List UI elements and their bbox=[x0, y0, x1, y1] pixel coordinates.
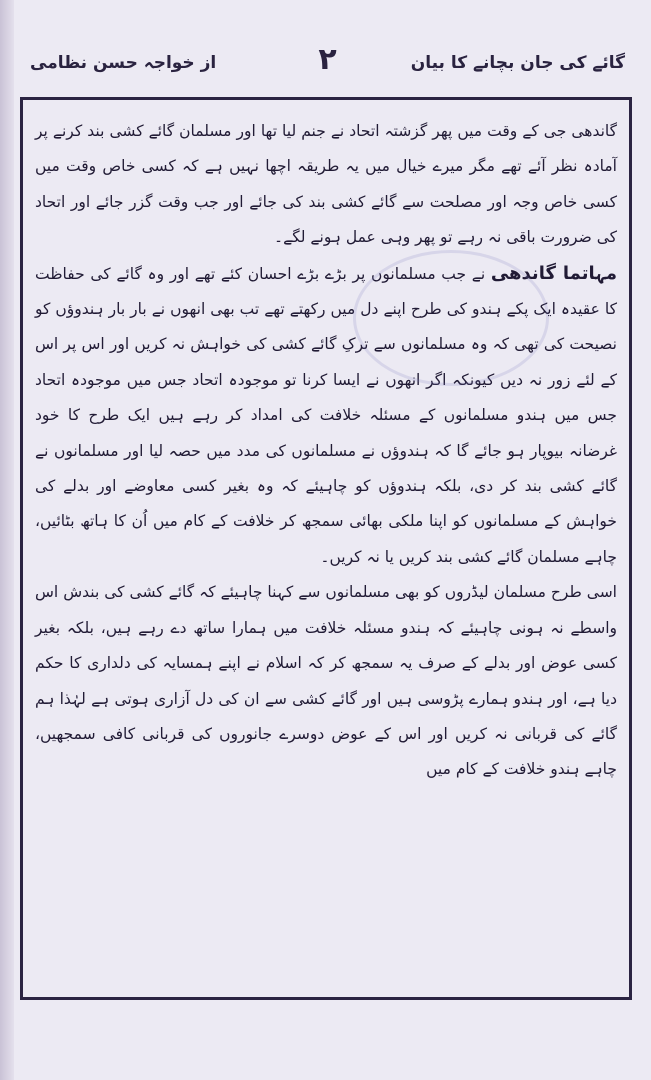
paragraph-2-body: اور وہ گائے کی حفاظت کا عقیدہ ایک پکے ہندو کی طرح اپنے دل میں رکھتے تھے تب بھی انھوں نے بار بار ہندوؤں کو نصیحت کی تھی کہ وہ مسلمانوں سے ترکِ گائے کشی کی خواہش نہ کریں اور اس پر اس کے لئے زور نہ دیں کیونکہ اگر انھوں نے ایسا کرنا تو موجودہ اتحاد جس میں موجودہ اتحاد جس میں ہندو مسلمانوں کے مسئلہ خلافت کی امداد کر رہے ہیں ایک طرح کا خود غرضانہ بیوپار ہو جائے گا کہ ہندوؤں نے مسلمانوں کی مدد میں حصہ لیا اور مسلمانوں نے گائے کشی بند کر دی، بلکہ ہندوؤں کو چاہیئے کہ وہ بغیر کسی معاوضے اور بدلے کی خواہش کے مسلمانوں کو اپنا ملکی بھائی سمجھ کر خلافت کے کام میں اُن کا ہاتھ بٹائیں، چاہے مسلمان گائے کشی بند کریں یا نہ کریں۔ bbox=[35, 264, 617, 566]
page-header bbox=[30, 42, 625, 82]
body-text bbox=[35, 114, 617, 788]
paragraph-3: اسی طرح مسلمان لیڈروں کو بھی مسلمانوں سے کہنا چاہیئے کہ گائے کشی کی بندش اس واسطے نہ ہونی چاہیئے کہ ہندو مسئلہ خلافت میں ہمارا ساتھ دے رہے ہیں، بلکہ بغیر کسی عوض اور بدلے کے صرف یہ سمجھ کر کہ اسلام نے اپنے ہمسایہ کی دلداری کا حکم دیا ہے، اور ہندو ہمارے پڑوسی ہیں اور گائے کشی سے ان کی دل آزاری ہوتی ہے لہٰذا ہم گائے کی قربانی نہ کریں اور اس کے عوض دوسرے جانوروں کی قربانی کافی سمجھیں، چاہے ہندو خلافت کے کام میں bbox=[35, 583, 617, 779]
paragraph-2 bbox=[35, 256, 617, 576]
author-name: از خواجہ حسن نظامی bbox=[30, 53, 217, 73]
page-edge bbox=[0, 0, 14, 1080]
paragraph-1: گاندھی جی کے وقت میں پھر گزشتہ اتحاد نے جنم لیا تھا اور مسلمان گائے کشی بند کرنے پر آمادہ نظر آئے تھے مگر میرے خیال میں یہ طریقہ اچھا نہیں ہے کہ کسی خاص وقت میں کسی خاص وجہ اور مصلحت سے گائے کشی بند کی جائے اور جب وقت گزر جائے اور اتحاد کی ضرورت باقی نہ رہے تو پھر وہی عمل ہونے لگے۔ bbox=[35, 122, 617, 247]
speaker-line: نے جب مسلمانوں پر بڑے بڑے احسان کئے تھے bbox=[194, 264, 486, 283]
running-title: گائے کی جان بچانے کا بیان bbox=[410, 53, 625, 73]
text-frame bbox=[20, 97, 632, 1000]
page-number: ۲ bbox=[318, 42, 337, 77]
speaker-name: مہاتما گاندھی bbox=[490, 262, 617, 284]
